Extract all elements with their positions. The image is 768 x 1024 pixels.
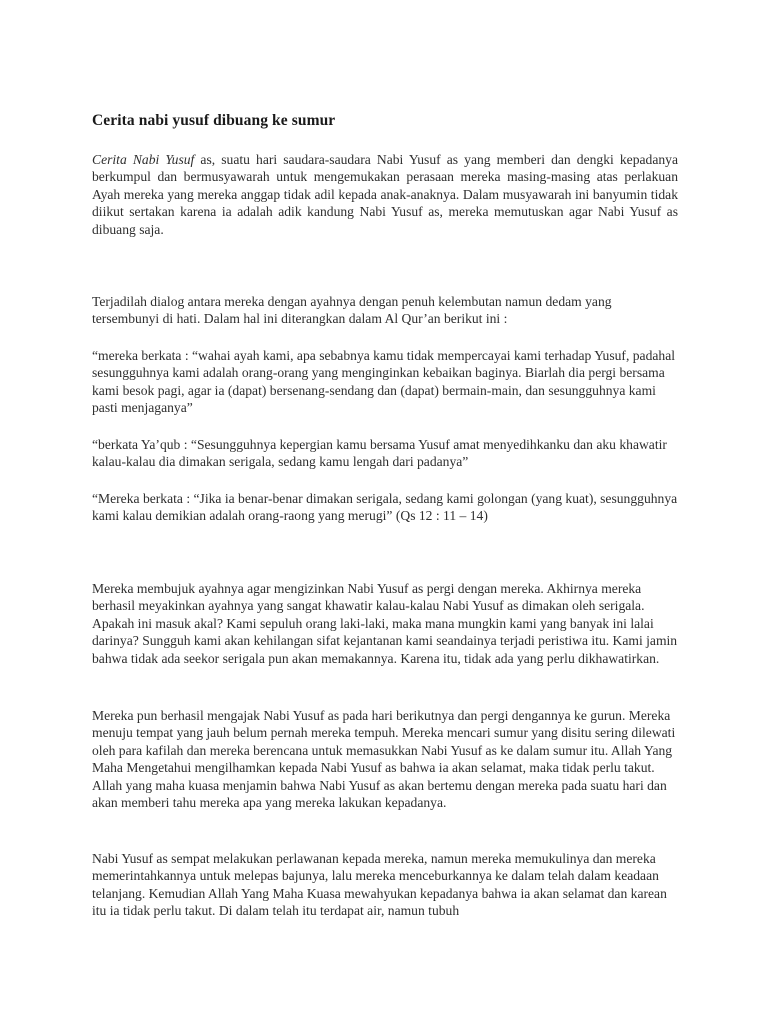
paragraph-quote-yaqub: “berkata Ya’qub : “Sesungguhnya kepergian kamu bersama Yusuf amat menyedihkanku dan aku khawatir kalau-kalau dia dimakan serigala, sedang kamu lengah dari padanya”	[92, 437, 667, 470]
paragraph-dialog-intro: Terjadilah dialog antara mereka dengan ayahnya dengan penuh kelembutan namun dedam yang tersembunyi di hati. Dalam hal ini diterangkan dalam Al Qur’an berikut ini :	[92, 294, 612, 327]
paragraph-quote-brothers: “mereka berkata : “wahai ayah kami, apa sebabnya kamu tidak mempercayai kami terhadap Yusuf, padahal sesungguhnya kami adalah orang-orang yang menginginkan kebaikan baginya. Biarlah dia pergi bersama kami besok pagi, agar ia (dapat) bersenang-sendang dan (dapat) bermain-main, dan sesungguhnya kami pasti menjaganya”	[92, 348, 676, 416]
paragraph-quote-reply: “Mereka berkata : “Jika ia benar-benar dimakan serigala, sedang kami golongan (yang kuat), sesungguhnya kami kalau demikian adalah orang-raong yang merugi” (Qs 12 : 11 – 14)	[92, 491, 678, 524]
paragraph-well: Nabi Yusuf as sempat melakukan perlawanan kepada mereka, namun mereka memukulinya dan mereka memerintahkannya untuk melepas bajunya, lalu mereka menceburkannya ke dalam telah dalam keadaan telanjang. Kemudian Allah Yang Maha Kuasa mewahyukan kepadanya bahwa ia akan selamat dan karean itu ia tidak perlu takut. Di dalam telah itu terdapat air, namun tubuh	[92, 851, 667, 919]
paragraph-journey: Mereka pun berhasil mengajak Nabi Yusuf as pada hari berikutnya dan pergi dengannya ke gurun. Mereka menuju tempat yang jauh belum pernah mereka tempuh. Mereka mencari sumur yang disitu sering dilewati oleh para kafilah dan mereka berencana untuk memasukkan Nabi Yusuf as ke dalam sumur itu. Allah Yang Maha Mengetahui mengilhamkan kepada Nabi Yusuf as bahwa ia akan selamat, maka tidak perlu takut. Allah yang maha kuasa menjamin bahwa Nabi Yusuf as akan bertemu dengan mereka pada suatu hari dan akan memberi tahu mereka apa yang mereka lakukan kepadanya.	[92, 708, 676, 811]
intro-italic-text: Cerita Nabi Yusuf	[92, 152, 195, 167]
document-title: Cerita nabi yusuf dibuang ke sumur	[92, 112, 336, 129]
intro-rest-text: as, suatu hari saudara-saudara Nabi Yusuf as yang memberi dan dengki kepadanya berkumpul dan bermusyawarah untuk mengemukakan perasaan mereka masing-masing atas perlakuan Ayah mereka yang mereka anggap tidak adil kepada anak-anaknya. Dalam musyawarah ini banyumin tidak diikut sertakan karena ia adalah adik kandung Nabi Yusuf as, mereka memutuskan agar Nabi Yusuf as dibuang saja.	[92, 152, 679, 237]
intro-paragraph	[92, 151, 678, 238]
paragraph-persuasion: Mereka membujuk ayahnya agar mengizinkan Nabi Yusuf as pergi dengan mereka. Akhirnya mereka berhasil meyakinkan ayahnya yang sangat khawatir kalau-kalau Nabi Yusuf as dimakan oleh serigala. Apakah ini masuk akal? Kami sepuluh orang laki-laki, maka mana mungkin kami yang banyak ini lalai darinya? Sungguh kami akan kehilangan sifat kejantanan kami seandainya terjadi peristiwa itu. Kami jamin bahwa tidak ada seekor serigala pun akan memakannya. Karena itu, tidak ada yang perlu dikhawatirkan.	[92, 581, 678, 666]
